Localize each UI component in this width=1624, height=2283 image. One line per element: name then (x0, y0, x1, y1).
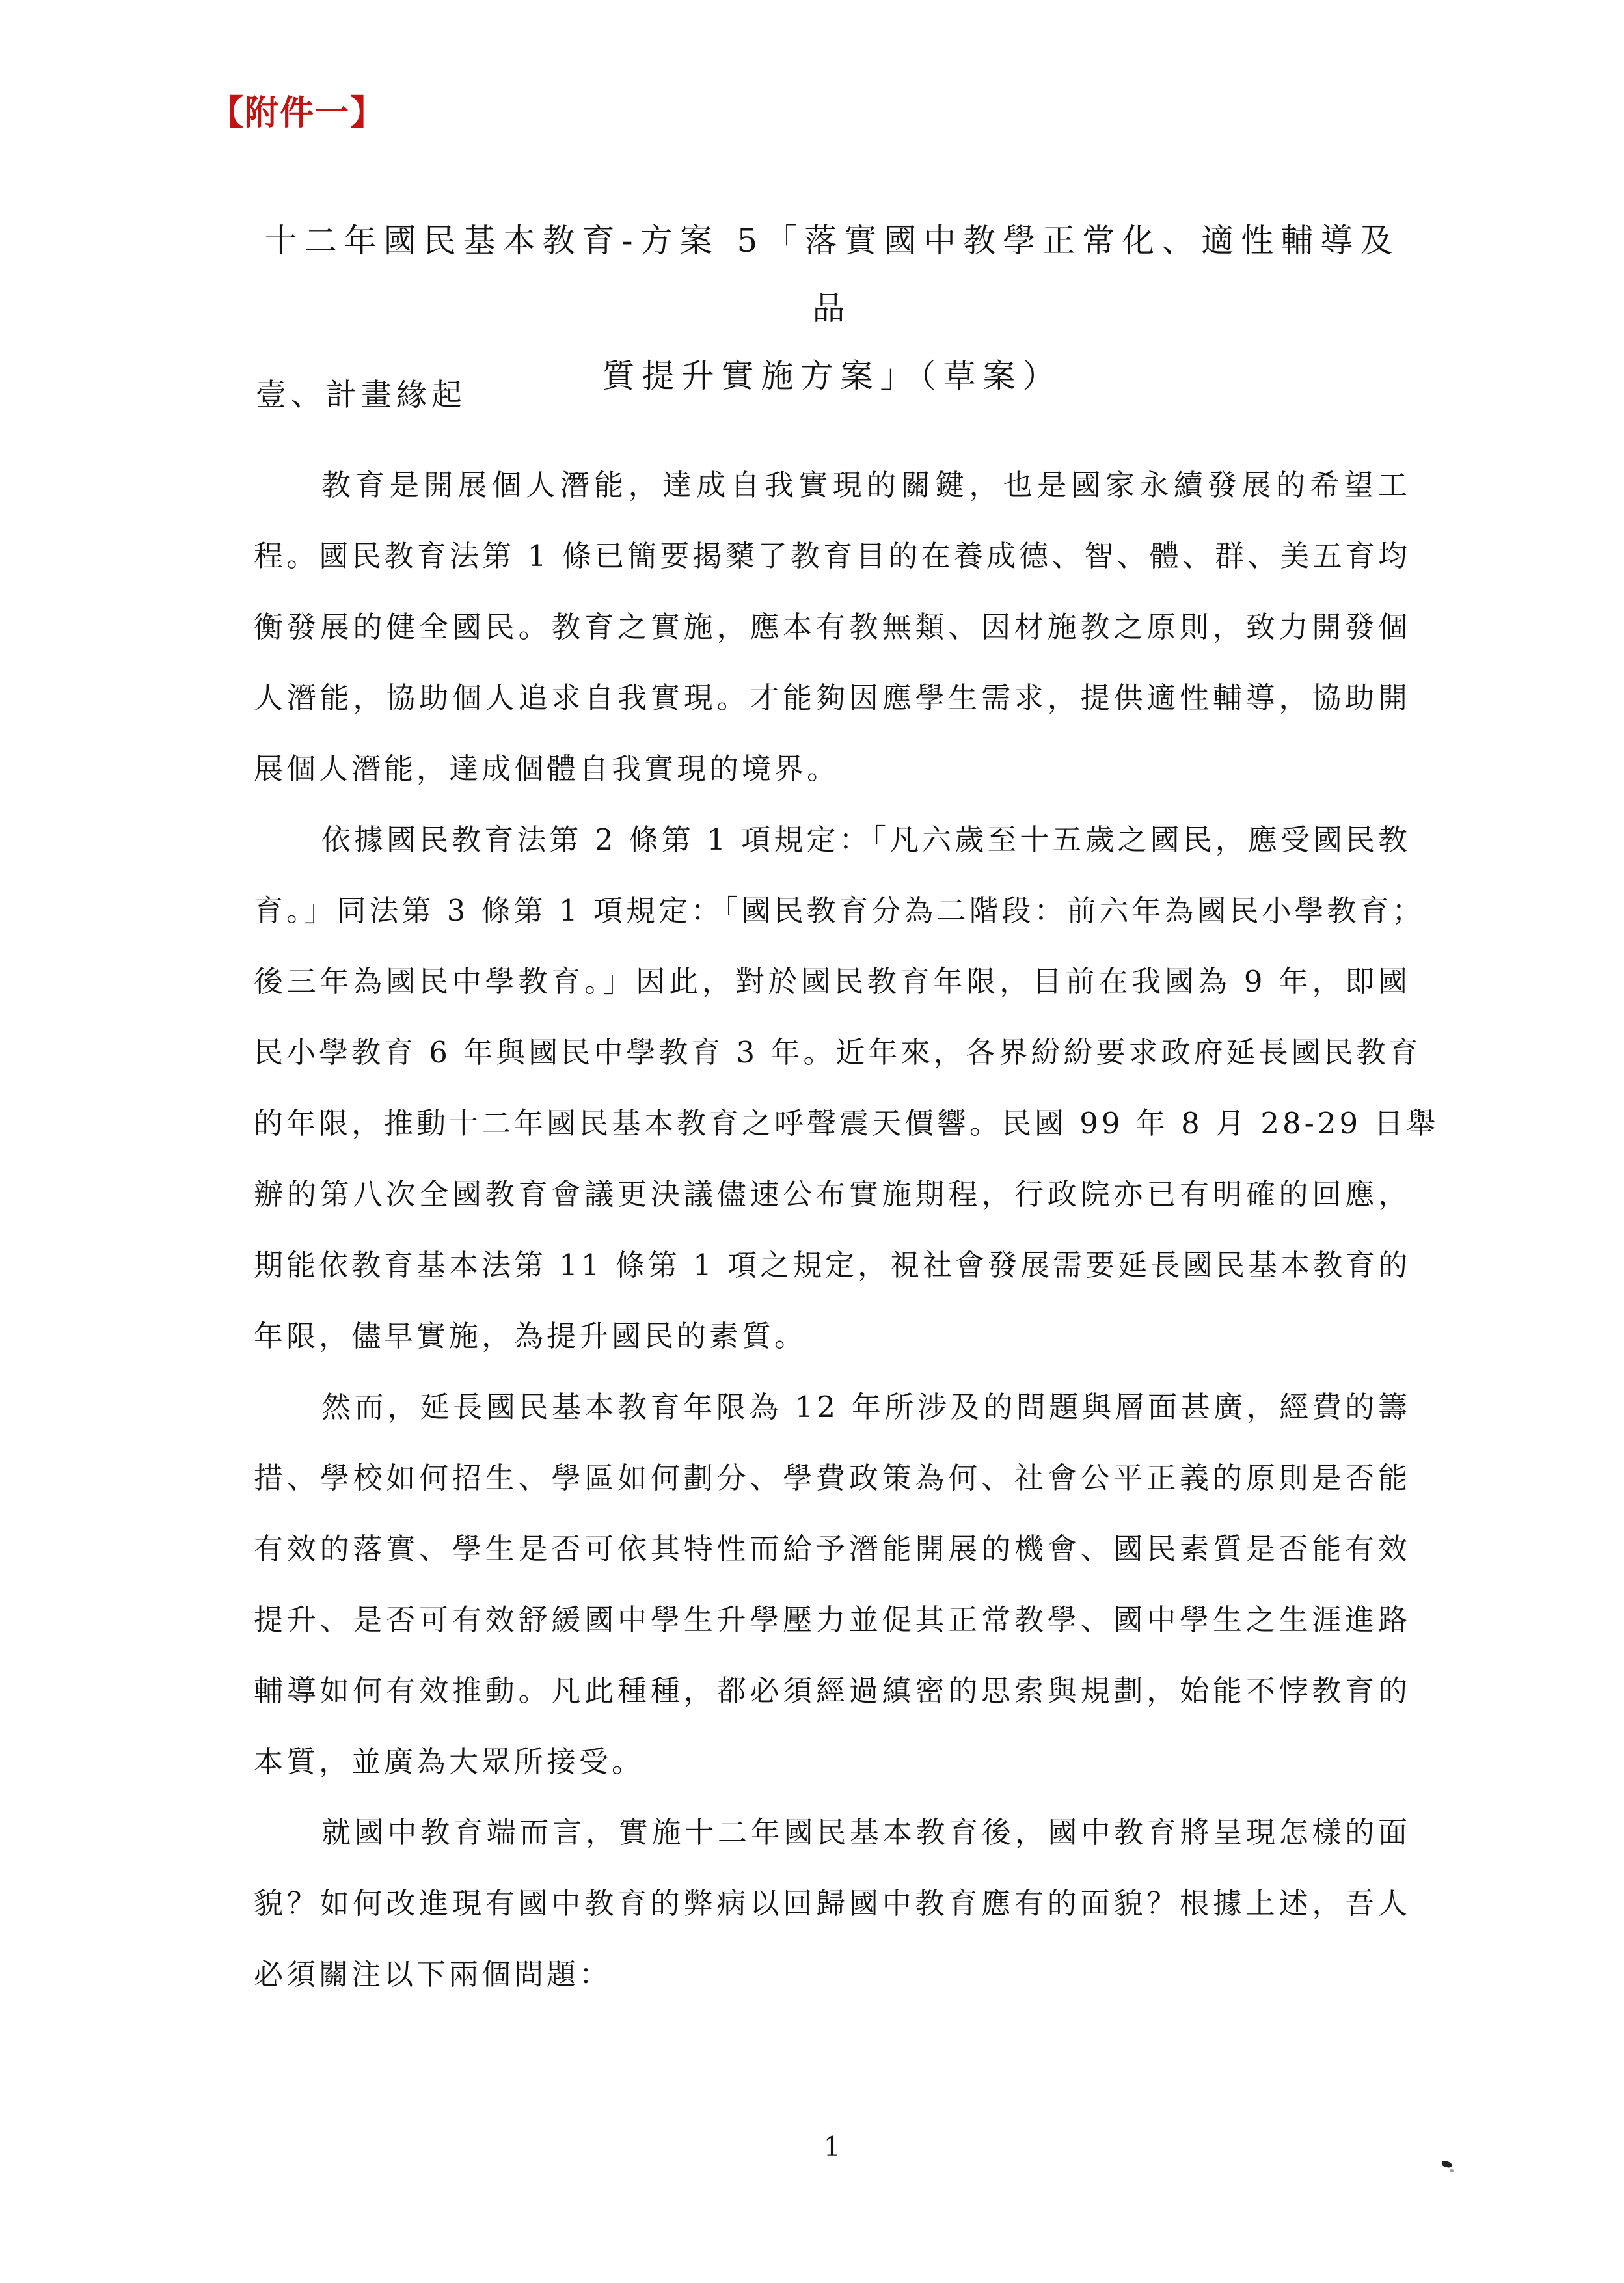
body-line: 辦的第八次全國教育會議更決議儘速公布實施期程，行政院亦已有明確的回應， (254, 1177, 1411, 1211)
body-line: 依據國民教育法第 2 條第 1 項規定：「凡六歲至十五歲之國民，應受國民教 (321, 822, 1411, 857)
scan-speck-artifact (1441, 2160, 1453, 2169)
document-title-line2: 質提升實施方案」（草案） (602, 357, 1062, 395)
body-line: 年限，儘早實施，為提升國民的素質。 (254, 1319, 807, 1353)
body-line: 本質，並廣為大眾所接受。 (254, 1744, 645, 1779)
body-line: 人潛能，協助個人追求自我實現。才能夠因應學生需求，提供適性輔導，協助開 (254, 681, 1411, 715)
body-line: 展個人潛能，達成個體自我實現的境界。 (254, 751, 840, 786)
body-text (254, 450, 1439, 2010)
body-line: 措、學校如何招生、學區如何劃分、學費政策為何、社會公平正義的原則是否能 (254, 1461, 1411, 1495)
body-line: 的年限，推動十二年國民基本教育之呼聲震天價響。民國 99 年 8 月 28-29 日舉 (254, 1106, 1439, 1141)
page-number: 1 (823, 2131, 841, 2163)
body-line: 後三年為國民中學教育。」因此，對於國民教育年限，目前在我國為 9 年，即國 (254, 964, 1411, 999)
body-line: 輔導如何有效推動。凡此種種，都必須經過縝密的思索與規劃，始能不悖教育的 (254, 1673, 1411, 1708)
attachment-label: 【附件一】 (210, 93, 386, 133)
body-line: 育。」同法第 3 條第 1 項規定：「國民教育分為二階段：前六年為國民小學教育； (254, 893, 1425, 928)
body-line: 期能依教育基本法第 11 條第 1 項之規定，視社會發展需要延長國民基本教育的 (254, 1248, 1411, 1282)
body-line: 然而，延長國民基本教育年限為 12 年所涉及的問題與層面甚廣，經費的籌 (321, 1390, 1411, 1424)
body-line: 有效的落實、學生是否可依其特性而給予潛能開展的機會、國民素質是否能有效 (254, 1532, 1411, 1566)
body-line: 提升、是否可有效舒緩國中學生升學壓力並促其正常教學、國中學生之生涯進路 (254, 1602, 1411, 1637)
section-heading: 壹、計畫緣起 (256, 377, 467, 413)
body-line: 必須關注以下兩個問題： (254, 1957, 612, 1992)
body-line: 民小學教育 6 年與國民中學教育 3 年。近年來，各界紛紛要求政府延長國民教育 (254, 1035, 1422, 1070)
body-line: 程。國民教育法第 1 條已簡要揭櫫了教育目的在養成德、智、體、群、美五育均 (254, 539, 1411, 573)
body-line: 教育是開展個人潛能，達成自我實現的關鍵，也是國家永續發展的希望工 (321, 468, 1411, 502)
body-line: 就國中教育端而言，實施十二年國民基本教育後，國中教育將呈現怎樣的面 (321, 1815, 1411, 1850)
scan-speck-artifact (1450, 2169, 1454, 2172)
document-title-line1: 十二年國民基本教育-方案 5「落實國中教學正常化、適性輔導及品 (264, 222, 1400, 327)
body-line: 衡發展的健全國民。教育之實施，應本有教無類、因材施教之原則，致力開發個 (254, 610, 1411, 644)
body-line: 貌？如何改進現有國中教育的弊病以回歸國中教育應有的面貌？根據上述，吾人 (254, 1886, 1411, 1921)
